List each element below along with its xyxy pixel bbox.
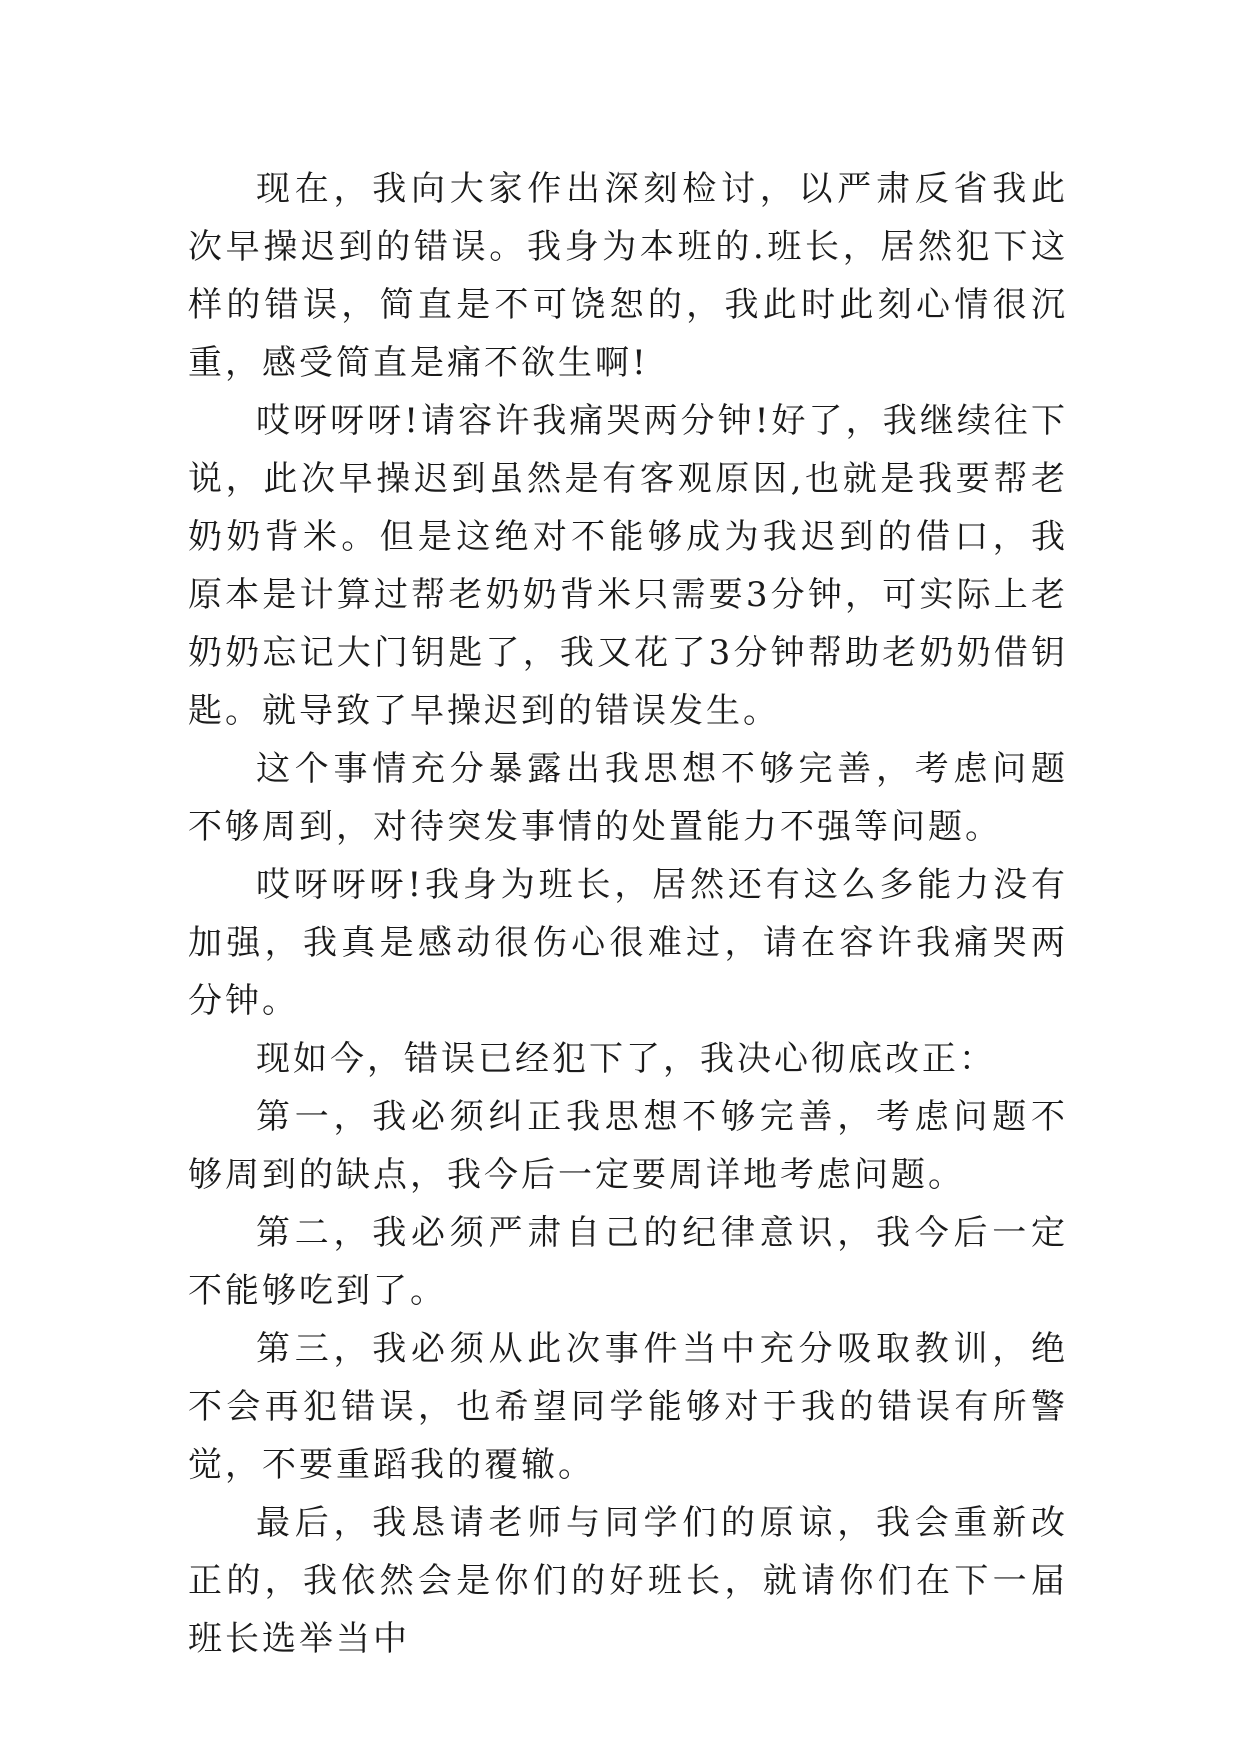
paragraph-2: 哎呀呀呀!请容许我痛哭两分钟!好了，我继续往下说，此次早操迟到虽然是有客观原因,也就是我要帮老奶奶背米。但是这绝对不能够成为我迟到的借口，我原本是计算过帮老奶奶背米只需要3分钟，可实际上老奶奶忘记大门钥匙了，我又花了3分钟帮助老奶奶借钥匙。就导致了早操迟到的错误发生。 bbox=[188, 401, 1068, 731]
paragraph-8: 第三，我必须从此次事件当中充分吸取教训，绝不会再犯错误，也希望同学能够对于我的错误有所警觉，不要重蹈我的覆辙。 bbox=[188, 1329, 1068, 1485]
paragraph-9: 最后，我恳请老师与同学们的原谅，我会重新改正的，我依然会是你们的好班长，就请你们在下一届班长选举当中 bbox=[188, 1503, 1068, 1659]
paragraph-5: 现如今，错误已经犯下了，我决心彻底改正： bbox=[256, 1039, 996, 1079]
paragraph-1: 现在，我向大家作出深刻检讨，以严肃反省我此次早操迟到的错误。我身为本班的.班长，居然犯下这样的错误，简直是不可饶恕的，我此时此刻心情很沉重，感受简直是痛不欲生啊! bbox=[188, 169, 1068, 383]
paragraph-4: 哎呀呀呀!我身为班长，居然还有这么多能力没有加强，我真是感动很伤心很难过，请在容许我痛哭两分钟。 bbox=[188, 865, 1068, 1021]
paragraph-6: 第一，我必须纠正我思想不够完善，考虑问题不够周到的缺点，我今后一定要周详地考虑问题。 bbox=[188, 1097, 1068, 1195]
document-body bbox=[188, 160, 1068, 1668]
paragraph-7: 第二，我必须严肃自己的纪律意识，我今后一定不能够吃到了。 bbox=[188, 1213, 1068, 1311]
paragraph-3: 这个事情充分暴露出我思想不够完善，考虑问题不够周到，对待突发事情的处置能力不强等问题。 bbox=[188, 749, 1068, 847]
